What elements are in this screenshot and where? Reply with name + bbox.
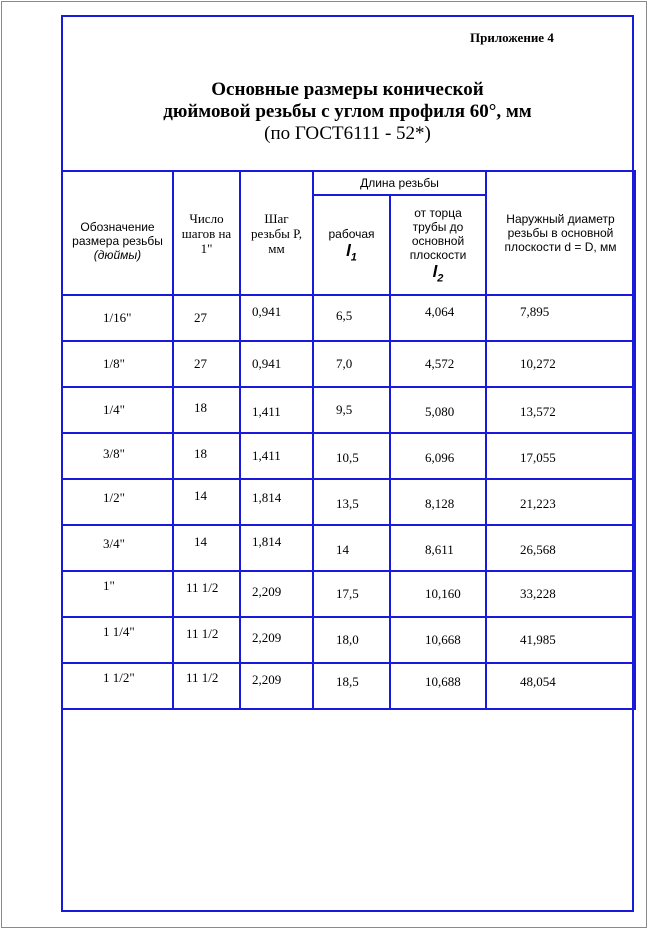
cell-l2: 8,611	[390, 525, 486, 571]
cell-size: 1 1/4"	[62, 617, 173, 663]
cell-threads: 27	[173, 295, 240, 341]
cell-size: 1 1/2"	[62, 663, 173, 709]
cell-l1: 7,0	[313, 341, 390, 387]
table-row	[62, 295, 635, 341]
appendix-label: Приложение 4	[470, 30, 554, 45]
header-outer-diameter	[486, 171, 635, 295]
cell-pitch: 1,411	[240, 387, 313, 433]
working-symbol-letter: l	[346, 240, 351, 260]
table-row	[62, 341, 635, 387]
cell-l1: 14	[313, 525, 390, 571]
table-row	[62, 663, 635, 709]
header-from-end	[390, 195, 486, 295]
header-from-end-text: от торца трубы до основной плоскости	[409, 205, 467, 262]
cell-d: 21,223	[486, 479, 635, 525]
cell-pitch: 1,814	[240, 479, 313, 525]
cell-pitch: 2,209	[240, 663, 313, 709]
header-designation	[62, 171, 173, 295]
header-pitch-text: Шаг резьбы Р, мм	[251, 210, 302, 256]
header-length-group	[313, 171, 486, 195]
header-length-group-text: Длина резьбы	[360, 176, 439, 190]
document-title	[63, 79, 632, 145]
table-row	[62, 617, 635, 663]
header-outer-diameter-text: Наружный диаметр резьбы в основной плоскости d = D, мм	[504, 212, 617, 254]
cell-l2: 4,064	[390, 295, 486, 341]
title-line-2: дюймовой резьбы с углом профиля 60°, мм	[163, 101, 532, 122]
cell-d: 26,568	[486, 525, 635, 571]
cell-l2: 4,572	[390, 341, 486, 387]
cell-threads: 14	[173, 479, 240, 525]
header-threads-text: Число шагов на 1"	[181, 210, 232, 256]
cell-threads: 27	[173, 341, 240, 387]
cell-pitch: 0,941	[240, 295, 313, 341]
cell-pitch: 2,209	[240, 571, 313, 617]
table-row	[62, 479, 635, 525]
cell-pitch: 1,814	[240, 525, 313, 571]
header-threads	[173, 171, 240, 295]
cell-threads: 11 1/2	[173, 663, 240, 709]
cell-size: 1/2"	[62, 479, 173, 525]
cell-d: 13,572	[486, 387, 635, 433]
cell-threads: 14	[173, 525, 240, 571]
cell-l2: 8,128	[390, 479, 486, 525]
header-pitch	[240, 171, 313, 295]
table-row	[62, 571, 635, 617]
cell-l1: 18,5	[313, 663, 390, 709]
cell-d: 41,985	[486, 617, 635, 663]
title-line-3: (по ГОСТ6111 - 52*)	[264, 123, 431, 144]
cell-threads: 18	[173, 433, 240, 479]
cell-l1: 18,0	[313, 617, 390, 663]
cell-size: 1"	[62, 571, 173, 617]
cell-size: 3/8"	[62, 433, 173, 479]
cell-d: 10,272	[486, 341, 635, 387]
working-symbol-sub: 1	[350, 251, 357, 264]
cell-size: 1/16"	[62, 295, 173, 341]
cell-d: 33,228	[486, 571, 635, 617]
from-end-symbol-letter: l	[432, 261, 438, 281]
from-end-symbol-sub: 2	[437, 272, 444, 285]
cell-d: 7,895	[486, 295, 635, 341]
cell-pitch: 0,941	[240, 341, 313, 387]
thread-dimensions-table	[61, 170, 636, 710]
cell-threads: 18	[173, 387, 240, 433]
header-working-symbol	[314, 241, 389, 263]
cell-l2: 10,688	[390, 663, 486, 709]
cell-size: 3/4"	[62, 525, 173, 571]
cell-l1: 9,5	[313, 387, 390, 433]
cell-size: 1/4"	[62, 387, 173, 433]
cell-l2: 10,160	[390, 571, 486, 617]
cell-pitch: 1,411	[240, 433, 313, 479]
table-row	[62, 387, 635, 433]
cell-threads: 11 1/2	[173, 617, 240, 663]
cell-threads: 11 1/2	[173, 571, 240, 617]
cell-d: 48,054	[486, 663, 635, 709]
cell-l2: 5,080	[390, 387, 486, 433]
title-line-1: Основные размеры конической	[211, 79, 484, 100]
header-designation-text: Обозначение размера резьбы	[72, 220, 163, 248]
cell-l2: 6,096	[390, 433, 486, 479]
header-working-text: рабочая	[328, 226, 375, 241]
header-working	[313, 195, 390, 295]
cell-l2: 10,668	[390, 617, 486, 663]
table-row	[62, 433, 635, 479]
cell-l1: 10,5	[313, 433, 390, 479]
cell-l1: 17,5	[313, 571, 390, 617]
cell-l1: 13,5	[313, 479, 390, 525]
table-row	[62, 525, 635, 571]
cell-size: 1/8"	[62, 341, 173, 387]
cell-pitch: 2,209	[240, 617, 313, 663]
header-designation-unit: (дюймы)	[93, 248, 142, 262]
cell-d: 17,055	[486, 433, 635, 479]
cell-l1: 6,5	[313, 295, 390, 341]
header-from-end-symbol	[391, 262, 485, 284]
